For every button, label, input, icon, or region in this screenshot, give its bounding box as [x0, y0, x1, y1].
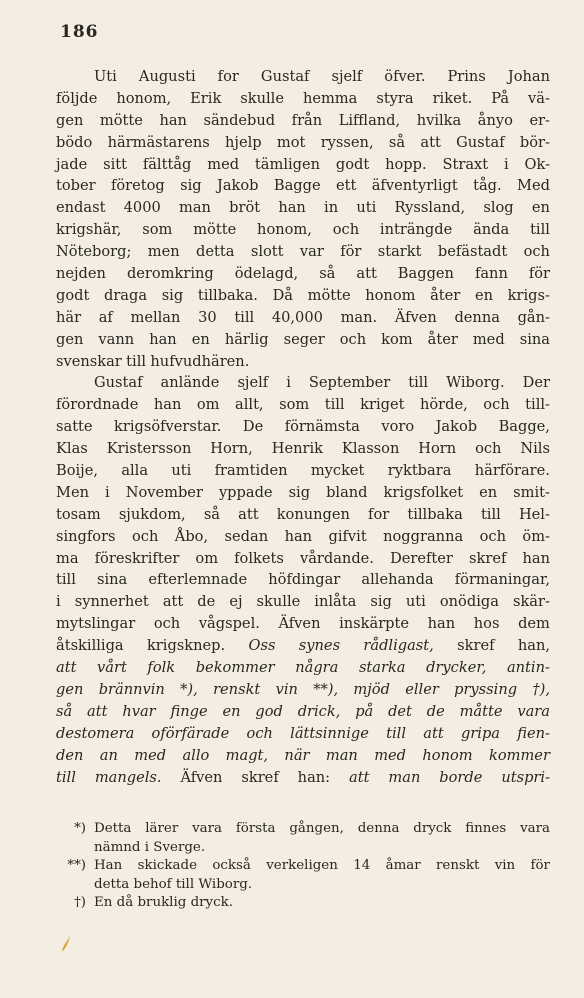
text-line: Nöteborg; men detta slott var för starkt befästadt och — [56, 243, 550, 261]
text-line: destomera oförfärade och lättsinnige till att gripa fien- — [56, 724, 550, 742]
text-line: gen brännvin *), renskt vin **), mjöd eller pryssing †), — [56, 680, 550, 698]
text-line: till mangels. Äfven skref han: att man borde utspri- — [56, 768, 550, 786]
text-line: satte krigsöfverstar. De förnämsta voro Jakob Bagge, — [56, 418, 550, 436]
body-text — [56, 66, 550, 788]
text-line: följde honom, Erik skulle hemma styra riket. På vä- — [56, 89, 550, 107]
text-line: mytslingar och vågspel. Äfven inskärpte han hos dem — [56, 615, 550, 633]
text-line: här af mellan 30 till 40,000 man. Äfven denna gån- — [56, 308, 550, 326]
text-line: i synnerhet att de ej skulle inlåta sig uti onödiga skär- — [56, 593, 550, 611]
footnote-line: En då bruklig dryck. — [94, 895, 233, 910]
text-line: Klas Kristersson Horn, Henrik Klasson Horn och Nils — [56, 440, 550, 458]
text-line: Boije, alla uti framtiden mycket ryktbara härförare. — [56, 462, 550, 480]
text-line: jade sitt fälttåg med tämligen godt hopp. Straxt i Ok- — [56, 155, 550, 173]
text-line: tober företog sig Jakob Bagge ett äfventyrligt tåg. Med — [56, 177, 550, 195]
footnote — [56, 820, 550, 857]
footnotes — [56, 820, 550, 913]
footnote-mark: *) — [74, 821, 86, 836]
footnote — [56, 857, 550, 894]
text-line: den an med allo magt, när man med honom kommer — [56, 746, 550, 764]
ink-mark-icon — [60, 934, 72, 952]
footnote-line: Detta lärer vara första gången, denna dryck finnes vara — [94, 821, 550, 836]
footnote-line: nämnd i Sverge. — [94, 839, 206, 855]
text-line: förordnade han om allt, som till kriget hörde, och till- — [56, 396, 550, 414]
text-line: ma föreskrifter om folkets vårdande. Derefter skref han — [56, 549, 550, 567]
text-line: nejden deromkring ödelagd, så att Baggen fann för — [56, 265, 550, 283]
footnote — [56, 894, 550, 913]
text-line: åtskilliga krigsknep. Oss synes rådligast, skref han, — [56, 637, 550, 655]
text-line: godt draga sig tillbaka. Då mötte honom åter en krigs- — [56, 286, 550, 304]
text-line: krigshär, som mötte honom, och inträngde ända till — [56, 221, 550, 239]
text-line: bödo härmästarens hjelp mot ryssen, så att Gustaf bör- — [56, 133, 550, 151]
text-line: till sina efterlemnade höfdingar allehanda förmaningar, — [56, 571, 550, 589]
page-number: 186 — [60, 22, 99, 42]
text-line: att vårt folk bekommer några starka drycker, antin- — [56, 659, 550, 677]
text-line: endast 4000 man bröt han in uti Ryssland, slog en — [56, 199, 550, 217]
text-line: gen mötte han sändebud från Liffland, hvilka ånyo er- — [56, 111, 550, 129]
footnote-mark: †) — [74, 895, 86, 910]
text-line: så att hvar finge en god drick, på det de måtte vara — [56, 702, 550, 720]
text-line: svenskar till hufvudhären. — [56, 352, 250, 370]
text-line: gen vann han en härlig seger och kom åter med sina — [56, 330, 550, 348]
text-line: Uti Augusti for Gustaf sjelf öfver. Prins Johan — [94, 68, 550, 85]
text-line: Men i November yppade sig bland krigsfolket en smit- — [56, 483, 550, 501]
footnote-line: detta behof till Wiborg. — [94, 876, 253, 892]
footnote-mark: **) — [67, 858, 86, 873]
footnote-line: Han skickade också verkeligen 14 åmar renskt vin för — [94, 858, 550, 873]
text-line: tosam sjukdom, så att konungen for tillbaka till Hel- — [56, 505, 550, 523]
text-line: singfors och Åbo, sedan han gifvit noggranna och öm- — [56, 527, 550, 545]
text-line: Gustaf anlände sjelf i September till Wiborg. Der — [94, 374, 550, 392]
